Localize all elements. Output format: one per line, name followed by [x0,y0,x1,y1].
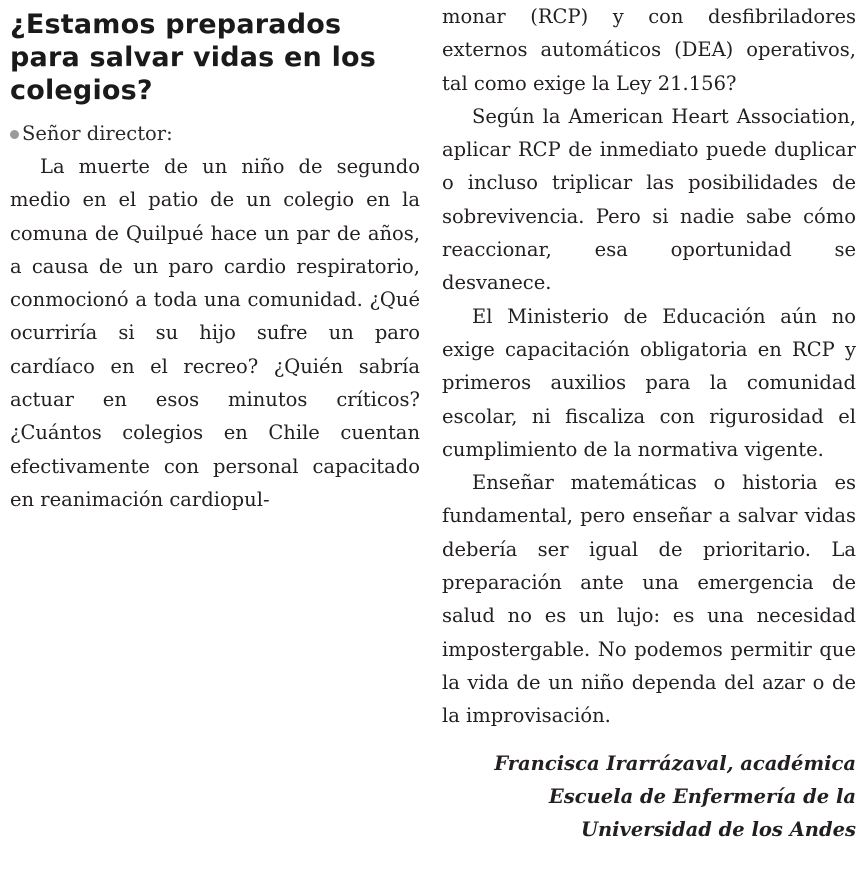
left-column [10,0,420,896]
paragraph-4: Enseñar matemáticas o historia es fundamental, pero enseñar a salvar vidas debería ser igual de prioritario. La preparación ante una emergencia de salud no es un lujo: es una necesidad impostergable. No podemos permitir que la vida de un niño dependa del azar o de la improvisación. [442,471,856,728]
salutation [10,117,420,150]
letter-headline: ¿Estamos preparados para salvar vidas en los colegios? [10,9,377,106]
paragraph-3: El Ministerio de Educación aún no exige capacitación obligatoria en RCP y primeros auxilios para la comunidad escolar, ni fiscaliza con rigurosidad el cumplimiento de la normativa vigente. [442,304,856,461]
right-column [442,0,856,896]
paragraph-2: Según la American Heart Association, aplicar RCP de inmediato puede duplicar o incluso triplicar las posibilidades de sobrevivencia. Pero si nadie sabe cómo reaccionar, esa oportunidad se desvanece. [442,104,856,295]
bullet-dot-icon [10,130,19,139]
paragraph-1-continued: monar (RCP) y con desfibriladores externos automáticos (DEA) operativos, tal como exige la Ley 21.156? [442,5,856,95]
salutation-text: Señor director: [22,122,173,145]
paragraph-1-start: La muerte de un niño de segundo medio en el patio de un colegio en la comuna de Quilpué hace un par de años, a causa de un paro cardio respiratorio, conmocionó a toda una comunidad. ¿Qué ocurriría si su hijo sufre un paro cardíaco en el recreo? ¿Quién sabría actuar en esos minutos críticos? ¿Cuántos colegios en Chile cuentan efectivamente con personal capacitado en reanimación cardiopul- [10,155,420,511]
signature: Francisca Irarrázaval, académica Escuela de Enfermería de la Universidad de los Andes [494,751,856,842]
